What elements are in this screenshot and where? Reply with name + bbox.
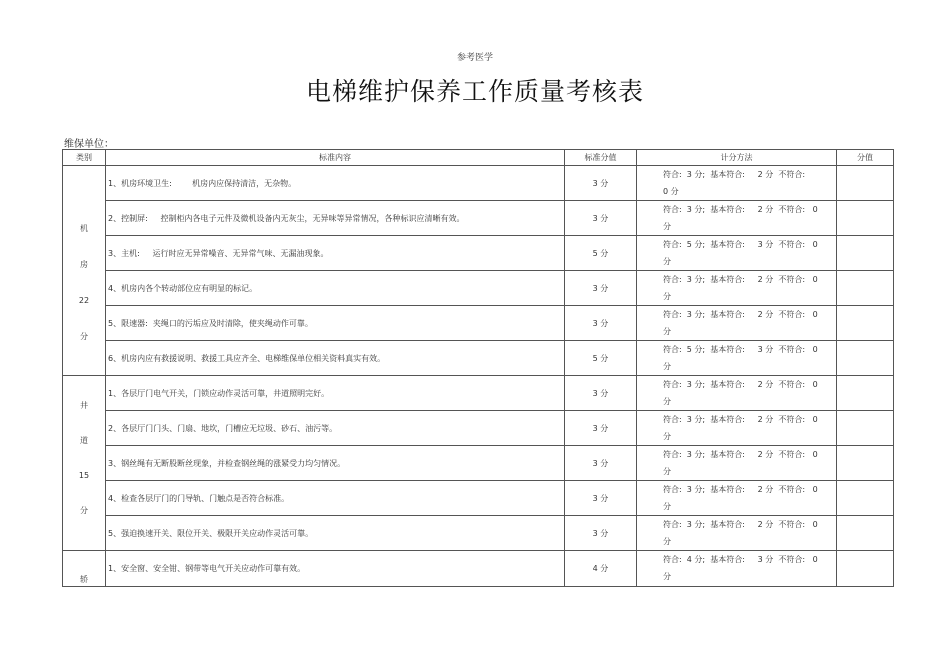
table-row bbox=[63, 236, 894, 271]
scoring-method-cell bbox=[637, 236, 837, 271]
method-line: 符合: 3 分; 基本符合: 2 分 不符合: 0 bbox=[663, 485, 818, 494]
category-char: 22 bbox=[78, 296, 90, 305]
score-cell bbox=[837, 516, 894, 551]
method-line: 分 bbox=[663, 572, 671, 581]
scoring-method-cell bbox=[637, 446, 837, 481]
scoring-method-cell bbox=[637, 306, 837, 341]
scoring-method-cell bbox=[637, 341, 837, 376]
method-line: 符合: 3 分; 基本符合: 2 分 不符合: 0 bbox=[663, 450, 818, 459]
score-cell bbox=[837, 481, 894, 516]
method-line: 符合: 3 分; 基本符合: 2 分 不符合: 0 bbox=[663, 275, 818, 284]
method-line: 分 bbox=[663, 502, 671, 511]
page-header-note: 参考医学 bbox=[456, 53, 493, 63]
method-line: 分 bbox=[663, 537, 671, 546]
standard-content-cell: 3、主机: 运行时应无异常噪音、无异常气味、无漏油现象。 bbox=[106, 236, 565, 271]
standard-content-cell: 6、机房内应有救援说明、救援工具应齐全、电梯维保单位相关资料真实有效。 bbox=[106, 341, 565, 376]
method-line: 符合: 3 分; 基本符合: 2 分 不符合: 0 bbox=[663, 380, 818, 389]
method-line: 0 分 bbox=[663, 187, 679, 196]
page-title: 电梯维护保养工作质量考核表 bbox=[305, 77, 644, 106]
table-row bbox=[63, 341, 894, 376]
category-char: 井 bbox=[80, 401, 88, 410]
table-row bbox=[63, 446, 894, 481]
method-line: 符合: 3 分; 基本符合: 2 分 不符合: 0 bbox=[663, 310, 818, 319]
method-line: 符合: 5 分; 基本符合: 3 分 不符合: 0 bbox=[663, 345, 818, 354]
table-row bbox=[63, 376, 894, 411]
category-char: 分 bbox=[80, 332, 88, 341]
scoring-method-cell bbox=[637, 166, 837, 201]
method-line: 分 bbox=[663, 432, 671, 441]
standard-score-cell: 4 分 bbox=[565, 551, 637, 587]
category-char: 轿 bbox=[80, 575, 88, 584]
method-line: 分 bbox=[663, 327, 671, 336]
score-cell bbox=[837, 446, 894, 481]
score-cell bbox=[837, 411, 894, 446]
table-row bbox=[63, 481, 894, 516]
standard-content-cell: 2、控制屏: 控制柜内各电子元件及微机设备内无灰尘，无异味等异常情况，各种标识应清晰有效。 bbox=[106, 201, 565, 236]
category-char: 15 bbox=[78, 471, 90, 480]
standard-content-cell: 2、各层厅门门头、门扇、地坎，门槽应无垃圾、砂石、油污等。 bbox=[106, 411, 565, 446]
standard-content-cell: 4、机房内各个转动部位应有明显的标记。 bbox=[106, 271, 565, 306]
method-line: 符合: 3 分; 基本符合: 2 分 不符合: 0 bbox=[663, 520, 818, 529]
method-line: 分 bbox=[663, 222, 671, 231]
table-row bbox=[63, 306, 894, 341]
column-header-standard-score: 标准分值 bbox=[565, 150, 637, 166]
score-cell bbox=[837, 201, 894, 236]
score-cell bbox=[837, 551, 894, 587]
category-char: 分 bbox=[80, 506, 88, 515]
standard-score-cell: 3 分 bbox=[565, 166, 637, 201]
standard-content-cell: 3、钢丝绳有无断股断丝现象，并检查钢丝绳的涨紧受力均匀情况。 bbox=[106, 446, 565, 481]
standard-score-cell: 5 分 bbox=[565, 341, 637, 376]
score-cell bbox=[837, 306, 894, 341]
standard-content-cell: 4、检查各层厅门的门导轨、门触点是否符合标准。 bbox=[106, 481, 565, 516]
table-row bbox=[63, 411, 894, 446]
scoring-method-cell bbox=[637, 271, 837, 306]
standard-score-cell: 5 分 bbox=[565, 236, 637, 271]
category-char: 道 bbox=[80, 436, 88, 445]
category-char: 机 bbox=[80, 224, 88, 233]
standard-score-cell: 3 分 bbox=[565, 516, 637, 551]
score-cell bbox=[837, 341, 894, 376]
method-line: 符合: 5 分; 基本符合: 3 分 不符合: 0 bbox=[663, 240, 818, 249]
method-line: 符合: 4 分; 基本符合: 3 分 不符合: 0 bbox=[663, 555, 818, 564]
standard-score-cell: 3 分 bbox=[565, 411, 637, 446]
scoring-method-cell bbox=[637, 481, 837, 516]
method-line: 符合: 3 分; 基本符合: 2 分 不符合: bbox=[663, 170, 806, 179]
column-header-scoring-method: 计分方法 bbox=[637, 150, 837, 166]
score-cell bbox=[837, 236, 894, 271]
table-header-row bbox=[63, 150, 894, 166]
standard-content-cell: 1、安全窗、安全钳、钢带等电气开关应动作可靠有效。 bbox=[106, 551, 565, 587]
standard-score-cell: 3 分 bbox=[565, 376, 637, 411]
maintenance-unit-label: 维保单位： bbox=[64, 139, 114, 150]
category-cell-shaft bbox=[63, 376, 106, 551]
standard-score-cell: 3 分 bbox=[565, 201, 637, 236]
method-line: 符合: 3 分; 基本符合: 2 分 不符合: 0 bbox=[663, 415, 818, 424]
scoring-method-cell bbox=[637, 201, 837, 236]
table-row bbox=[63, 166, 894, 201]
standard-content-cell: 5、限速器: 夹绳口的污垢应及时清除，使夹绳动作可靠。 bbox=[106, 306, 565, 341]
standard-score-cell: 3 分 bbox=[565, 306, 637, 341]
category-char: 房 bbox=[80, 260, 88, 269]
table-row bbox=[63, 516, 894, 551]
method-line: 分 bbox=[663, 257, 671, 266]
category-cell-car bbox=[63, 551, 106, 587]
score-cell bbox=[837, 166, 894, 201]
standard-score-cell: 3 分 bbox=[565, 446, 637, 481]
method-line: 符合: 3 分; 基本符合: 2 分 不符合: 0 bbox=[663, 205, 818, 214]
standard-content-cell: 1、机房环境卫生: 机房内应保持清洁，无杂物。 bbox=[106, 166, 565, 201]
column-header-content: 标准内容 bbox=[106, 150, 565, 166]
table-row bbox=[63, 551, 894, 587]
assessment-table bbox=[62, 149, 894, 587]
column-header-score: 分值 bbox=[837, 150, 894, 166]
table-row bbox=[63, 201, 894, 236]
method-line: 分 bbox=[663, 467, 671, 476]
column-header-category: 类别 bbox=[63, 150, 106, 166]
score-cell bbox=[837, 271, 894, 306]
table-row bbox=[63, 271, 894, 306]
category-cell-machine-room bbox=[63, 166, 106, 376]
score-cell bbox=[837, 376, 894, 411]
method-line: 分 bbox=[663, 292, 671, 301]
scoring-method-cell bbox=[637, 551, 837, 587]
method-line: 分 bbox=[663, 397, 671, 406]
scoring-method-cell bbox=[637, 516, 837, 551]
standard-score-cell: 3 分 bbox=[565, 481, 637, 516]
method-line: 分 bbox=[663, 362, 671, 371]
standard-content-cell: 5、强迫换速开关、限位开关、极限开关应动作灵活可靠。 bbox=[106, 516, 565, 551]
standard-score-cell: 3 分 bbox=[565, 271, 637, 306]
standard-content-cell: 1、各层厅门电气开关，门锁应动作灵活可靠，井道照明完好。 bbox=[106, 376, 565, 411]
scoring-method-cell bbox=[637, 376, 837, 411]
scoring-method-cell bbox=[637, 411, 837, 446]
